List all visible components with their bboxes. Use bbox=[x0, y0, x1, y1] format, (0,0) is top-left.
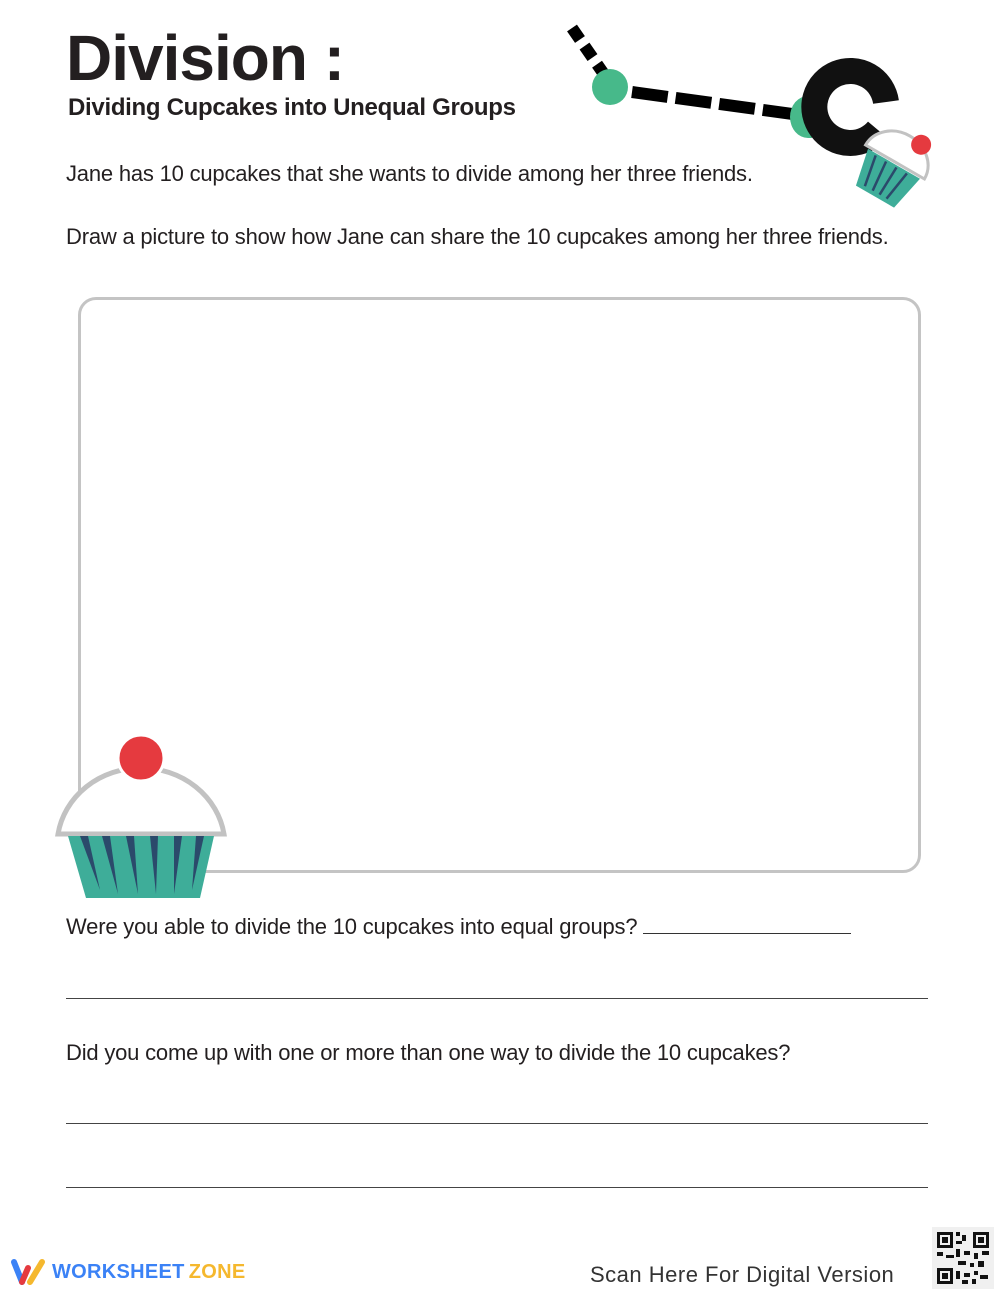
scan-label: Scan Here For Digital Version bbox=[590, 1262, 895, 1287]
answer-line-2[interactable] bbox=[66, 1123, 928, 1124]
black-ring-icon bbox=[814, 71, 886, 143]
instruction-text: Draw a picture to show how Jane can share the 10 cupcakes among her three friends. bbox=[66, 224, 889, 249]
answer-line-3[interactable] bbox=[66, 1187, 928, 1188]
qr-code-icon[interactable] bbox=[932, 1227, 994, 1289]
answer-1-blank[interactable] bbox=[643, 911, 851, 934]
green-dot-icon bbox=[592, 69, 628, 105]
question-1 bbox=[66, 911, 926, 942]
logo-text-zone: ZONE bbox=[188, 1260, 246, 1283]
dashed-path-icon bbox=[560, 20, 940, 220]
worksheet-subtitle: Dividing Cupcakes into Unequal Groups bbox=[68, 94, 516, 121]
question-2-text: Did you come up with one or more than one way to divide the 10 cupcakes? bbox=[66, 1040, 791, 1065]
question-1-text: Were you able to divide the 10 cupcakes into equal groups? bbox=[66, 914, 638, 939]
logo-text-worksheet: WORKSHEET bbox=[52, 1260, 185, 1283]
worksheet-title: Division : bbox=[66, 22, 345, 94]
cupcake-icon bbox=[52, 730, 232, 905]
worksheet-zone-logo[interactable] bbox=[10, 1258, 245, 1286]
intro-text: Jane has 10 cupcakes that she wants to divide among her three friends. bbox=[66, 161, 753, 186]
answer-line-1[interactable] bbox=[66, 998, 928, 999]
logo-w-icon bbox=[10, 1258, 46, 1286]
